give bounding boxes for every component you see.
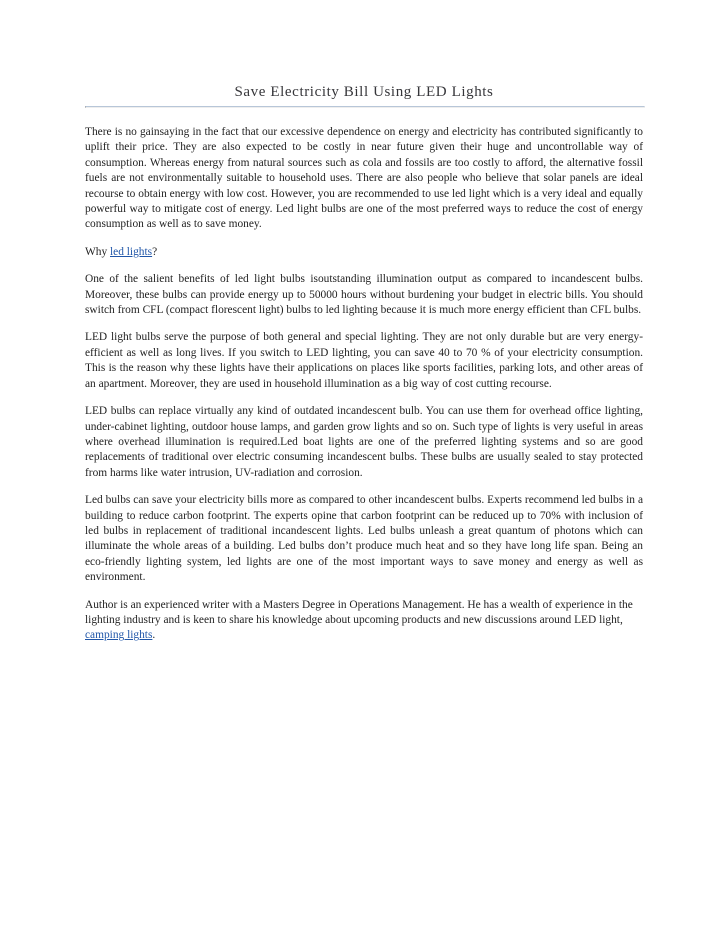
paragraph-author: [85, 598, 643, 644]
paragraph-intro: There is no gainsaying in the fact that our excessive dependence on energy and electricity has contributed significantly to uplift their price. They are also expected to be costly in near future given their huge and uncontrollable way of consumption. Whereas energy from natural sources such as cola and fossils are too costly to afford, the alternative fossil fuels are not environmentally suitable to household uses. There are also people who believe that solar panels are ideal recourse to obtain energy with low cost. However, you are recommended to use led light which is a very ideal and equally powerful way to mitigate cost of energy. Led light bulbs are one of the most preferred ways to reduce the cost of energy consumption as well as to save money.: [85, 126, 643, 231]
paragraph-savings: Led bulbs can save your electricity bills more as compared to other incandescent bulbs. Experts recommend led bulbs in a building to reduce carbon footprint. The experts opine that carbon footprint can be reduced up to 70% with inclusion of led bulbs in replacement of traditional incandescent lights. Led bulbs unleash a great quantum of photons which can illuminate the whole areas of a building. Led bulbs don’t produce much heat and so they have long life span. Being an eco-friendly lighting system, led lights are one of the most important ways to save money and energy as well as environment.: [85, 494, 643, 584]
title-divider: [85, 106, 645, 108]
why-suffix: ?: [152, 245, 158, 258]
paragraph-general-lighting: LED light bulbs serve the purpose of both general and special lighting. They are not only durable but are very energy-efficient as well as long lives. If you switch to LED lighting, you can save 40 to 70 % of your electricity consumption. This is the reason why these lights have their applications on places like sports facilities, parking lots, and other areas of an apartment. Moreover, they are used in household illumination as a big way of cost cutting recourse.: [85, 331, 643, 390]
author-suffix: .: [152, 629, 156, 642]
why-led-lights-line: [85, 245, 643, 260]
document-title: Save Electricity Bill Using LED Lights: [234, 84, 494, 100]
camping-lights-link[interactable]: camping lights: [85, 629, 153, 642]
paragraph-benefits: One of the salient benefits of led light bulbs isoutstanding illumination output as compared to incandescent bulbs. Moreover, these bulbs can provide energy up to 50000 hours without burdening your budget in electric bills. You should switch from CFL (compact florescent light) bulbs to led lighting because it is much more energy efficient than CFL bulbs.: [85, 273, 643, 317]
paragraph-replacement: LED bulbs can replace virtually any kind of outdated incandescent bulb. You can use them for overhead office lighting, under-cabinet lighting, outdoor house lamps, and garden grow lights and so on. Such type of lights is very useful in areas where overhead illumination is required.Led boat lights are one of the preferred lighting systems and so are good replacements of traditional over electric consuming incandescent bulbs. These bulbs are usually sealed to stay protected from harms like water intrusion, UV-radiation and corrosion.: [85, 405, 643, 479]
why-prefix: Why: [85, 245, 110, 258]
author-text: Author is an experienced writer with a Masters Degree in Operations Management. He has a wealth of experience in the lighting industry and is keen to share his knowledge about upcoming products and new discussions around LED light,: [85, 598, 633, 626]
led-lights-link[interactable]: led lights: [110, 245, 153, 258]
document-body: [85, 125, 643, 656]
